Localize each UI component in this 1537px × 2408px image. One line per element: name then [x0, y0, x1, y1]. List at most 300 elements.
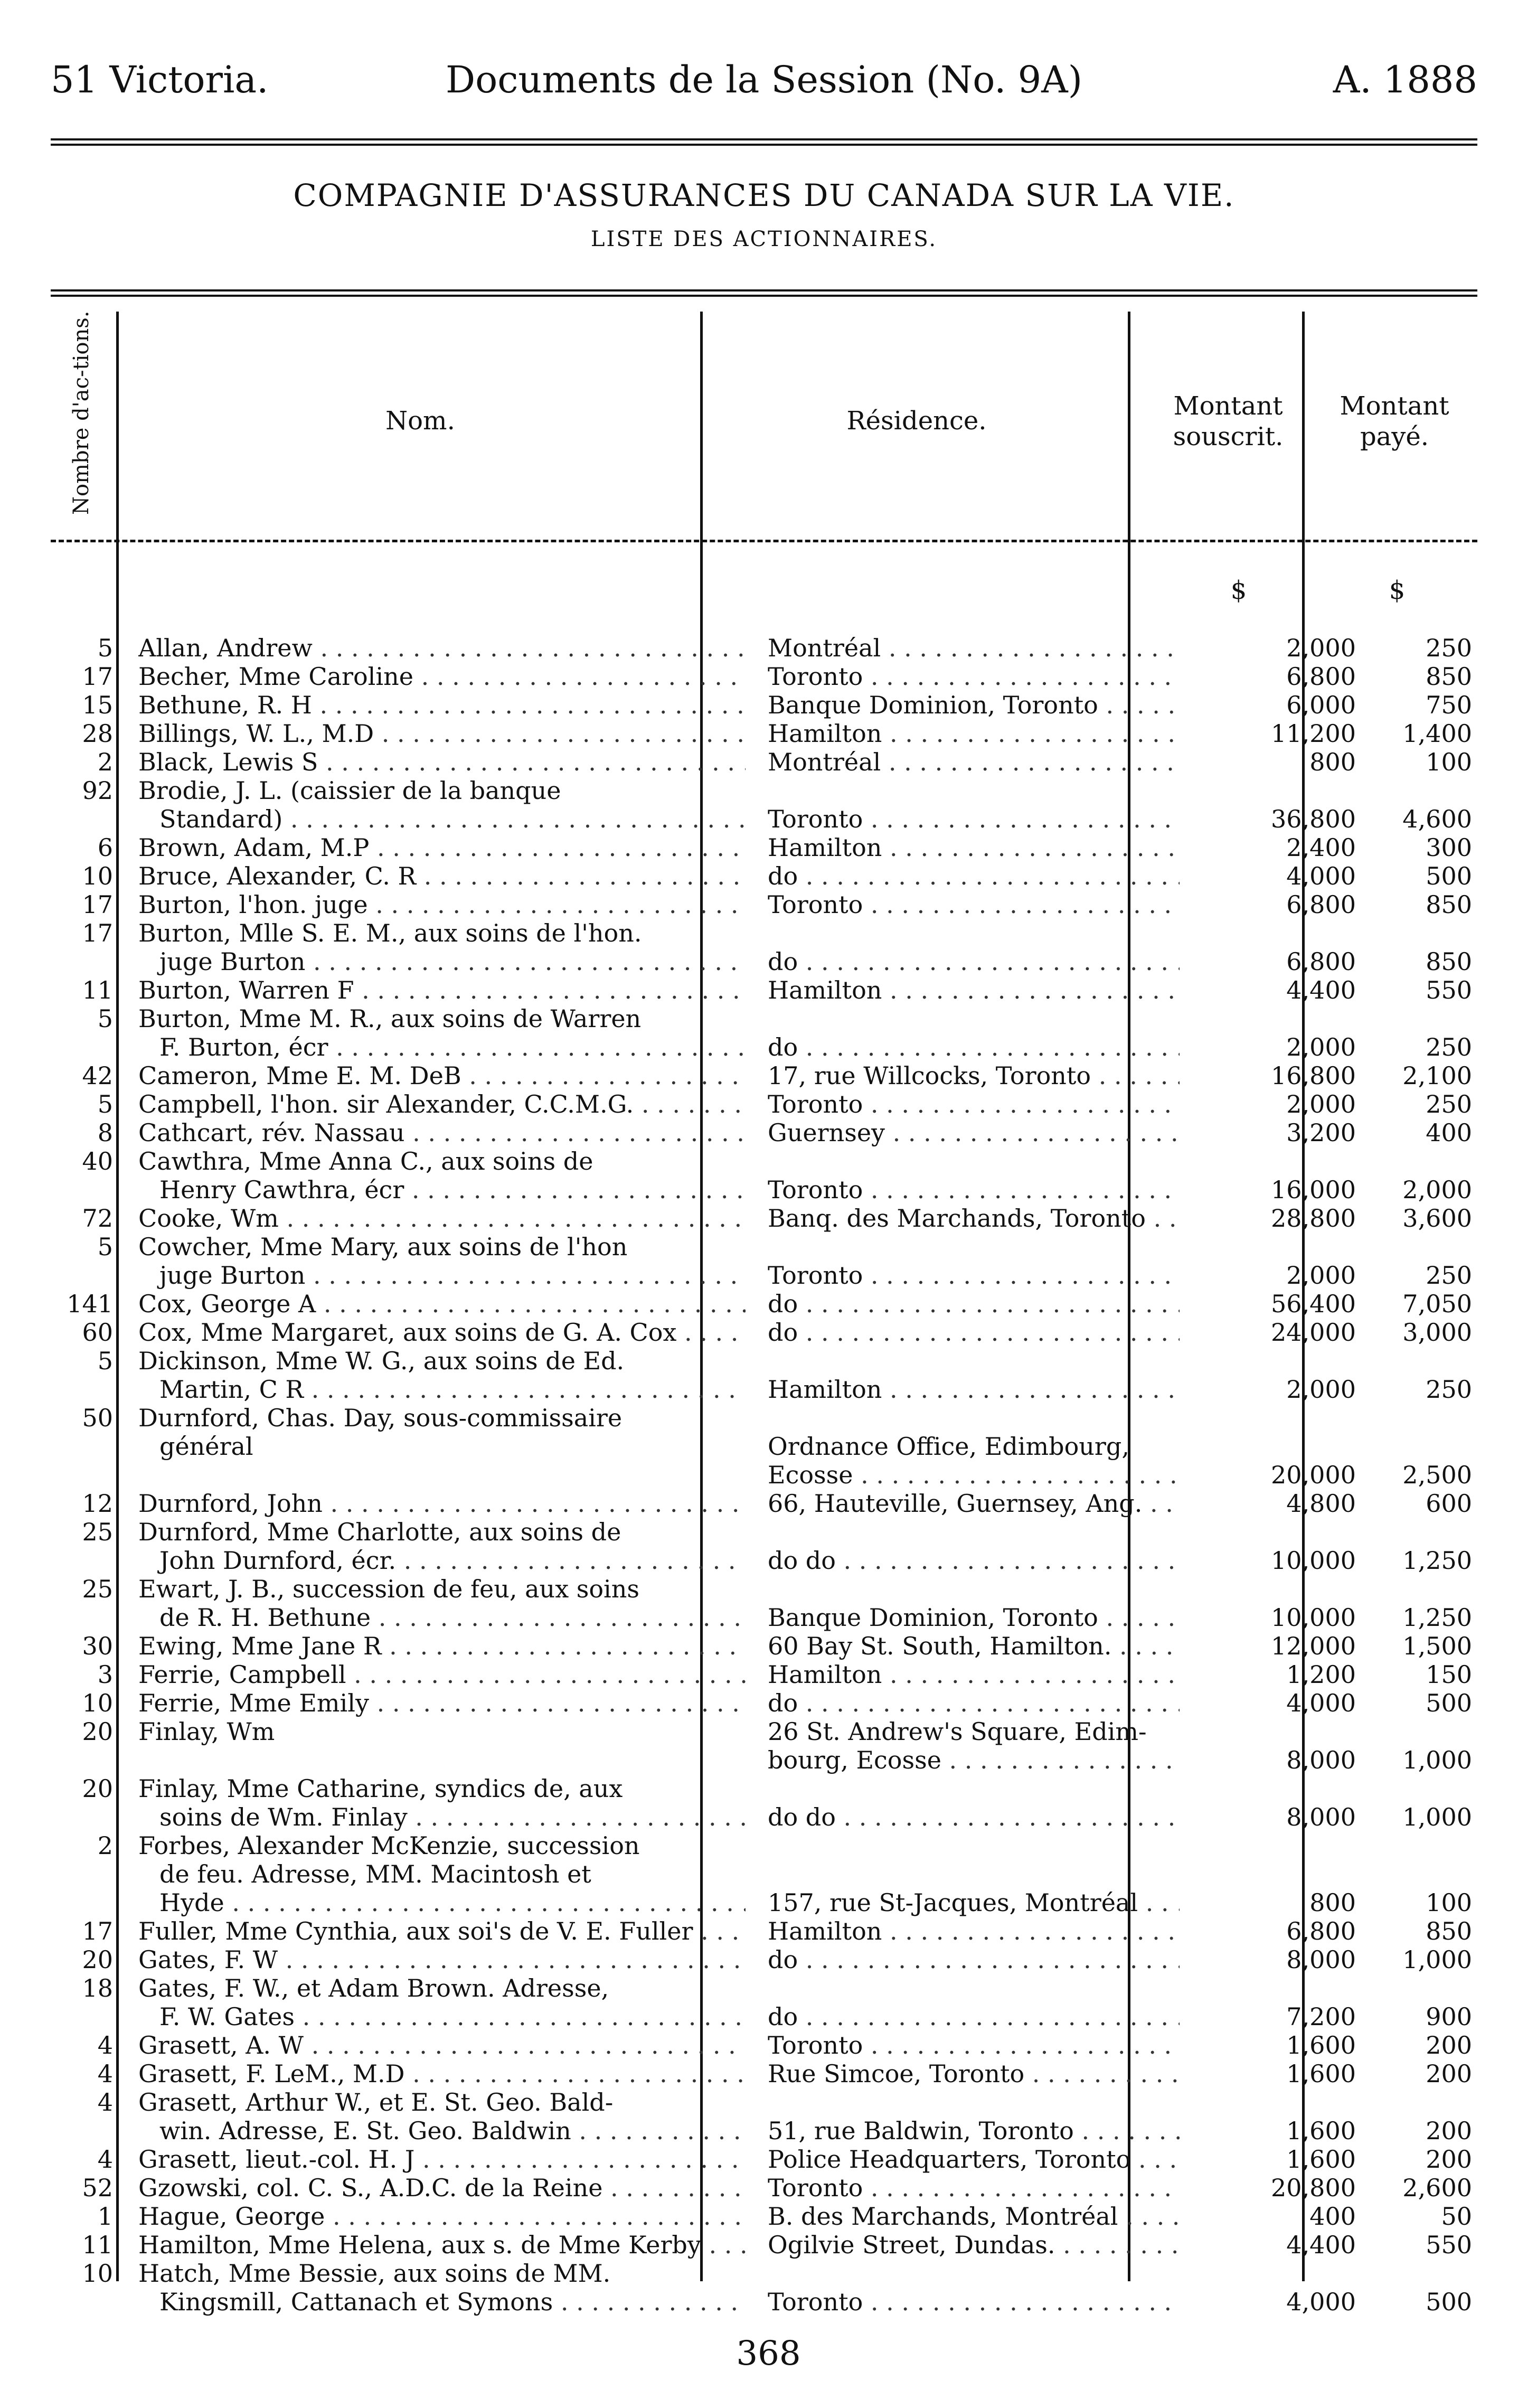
cell-name: [138, 1318, 746, 1347]
table-row: [51, 1774, 1477, 1831]
cell-residence: [768, 1290, 1180, 1318]
cell-name: [138, 748, 746, 776]
cell-name: [138, 1689, 746, 1717]
residence-line: 66, Hauteville, Guernsey, Ang. . . .: [768, 1489, 1180, 1518]
cell-shares: 5: [97, 1004, 113, 1033]
cell-subscribed: 10,000: [1271, 1546, 1356, 1575]
name-line: [138, 1746, 746, 1774]
cell-residence: [768, 1061, 1180, 1090]
cell-residence: [768, 1575, 1180, 1632]
cell-paid: 850: [1426, 947, 1472, 976]
cell-subscribed: 20,800: [1271, 2174, 1356, 2202]
cell-subscribed: 12,000: [1271, 1632, 1356, 1660]
name-line: Becher, Mme Caroline . . .: [138, 662, 746, 691]
table-row: [51, 1917, 1477, 1945]
name-line: John Durnford, écr. . . .: [138, 1546, 746, 1575]
cell-subscribed: 1,600: [1286, 2117, 1356, 2145]
cell-shares: 141: [67, 1290, 113, 1318]
residence-line: Banque Dominion, Toronto . . .: [768, 1603, 1180, 1632]
residence-line: Ordnance Office, Edimbourg,: [768, 1432, 1129, 1461]
name-line: Dickinson, Mme W. G., aux soins de Ed.: [138, 1347, 625, 1375]
cell-paid: 4,600: [1402, 805, 1472, 833]
table-row: [51, 2174, 1477, 2202]
table-row: [51, 691, 1477, 719]
name-line: Durnford, Mme Charlotte, aux soins de: [138, 1518, 621, 1546]
cell-name: [138, 1290, 746, 1318]
cell-subscribed: 2,400: [1286, 833, 1356, 862]
residence-line: 17, rue Willcocks, Toronto . . .: [768, 1061, 1180, 1090]
cell-subscribed: 3,200: [1286, 1118, 1356, 1147]
cell-paid: 850: [1426, 662, 1472, 691]
name-line: Durnford, John . . .: [138, 1489, 746, 1518]
cell-shares: 60: [82, 1318, 113, 1347]
table-row: [51, 1945, 1477, 1974]
cell-residence: [768, 719, 1180, 748]
cell-shares: 25: [82, 1575, 113, 1603]
cell-residence: [768, 2202, 1180, 2231]
table-row: [51, 748, 1477, 776]
residence-line: do do . . .: [768, 1803, 1180, 1831]
cell-paid: 400: [1426, 1118, 1472, 1147]
header-bottom-rule: [51, 540, 1477, 542]
cell-subscribed: 8,000: [1286, 1746, 1356, 1774]
residence-line: 26 St. Andrew's Square, Edim-: [768, 1717, 1147, 1746]
name-line: de feu. Adresse, MM. Macintosh et: [159, 1860, 591, 1888]
cell-name: [138, 833, 746, 862]
cell-name: [138, 2174, 746, 2202]
shareholders-table: [51, 311, 1477, 2316]
name-line: général: [159, 1432, 253, 1461]
cell-subscribed: 6,800: [1286, 947, 1356, 976]
cell-residence: [768, 833, 1180, 862]
cell-shares: 52: [82, 2174, 113, 2202]
cell-shares: 40: [82, 1147, 113, 1175]
cell-paid: 100: [1426, 1888, 1472, 1917]
table-row: [51, 1831, 1477, 1917]
cell-residence: [768, 862, 1180, 890]
cell-paid: 1,250: [1402, 1603, 1472, 1632]
cell-residence: [768, 976, 1180, 1004]
cell-name: [138, 1118, 746, 1147]
cell-subscribed: 4,800: [1286, 1489, 1356, 1518]
cell-shares: 2: [97, 748, 113, 776]
cell-residence: [768, 2088, 1180, 2145]
cell-name: [138, 1917, 746, 1945]
cell-name: [138, 1774, 746, 1831]
name-line: Hague, George . . .: [138, 2202, 746, 2231]
name-line: Kingsmill, Cattanach et Symons . . .: [138, 2288, 746, 2316]
cell-name: [138, 2031, 746, 2059]
residence-line: Toronto . . .: [768, 1261, 1180, 1290]
cell-shares: 4: [97, 2059, 113, 2088]
residence-line: Toronto . . .: [768, 1175, 1180, 1204]
cell-subscribed: 8,000: [1286, 1945, 1356, 1974]
cell-shares: 50: [82, 1404, 113, 1432]
name-line: Grasett, F. LeM., M.D . . .: [138, 2059, 746, 2088]
cell-residence: [768, 2059, 1180, 2088]
residence-line: Police Headquarters, Toronto . . .: [768, 2145, 1180, 2174]
header-souscrit: Montant souscrit.: [1173, 391, 1284, 452]
residence-line: Toronto . . .: [768, 890, 1180, 919]
cell-subscribed: 6,800: [1286, 1917, 1356, 1945]
running-header: [51, 51, 1477, 109]
cell-paid: 2,000: [1402, 1175, 1472, 1204]
residence-line: Hamilton . . .: [768, 1917, 1180, 1945]
cell-residence: [768, 1118, 1180, 1147]
residence-line: Banque Dominion, Toronto . . .: [768, 691, 1180, 719]
title-rule: [51, 289, 1477, 297]
name-line: Standard) . . .: [138, 805, 746, 833]
cell-residence: [768, 1090, 1180, 1118]
residence-line: Hamilton . . .: [768, 1375, 1180, 1404]
residence-line: Guernsey . . .: [768, 1118, 1180, 1147]
table-row: [51, 634, 1477, 662]
cell-paid: 200: [1426, 2059, 1472, 2088]
cell-residence: [768, 1233, 1180, 1290]
residence-line: Ecosse . . .: [768, 1461, 1180, 1489]
cell-residence: [768, 1717, 1180, 1774]
cell-shares: 11: [82, 976, 113, 1004]
cell-shares: 28: [82, 719, 113, 748]
cell-paid: 1,400: [1402, 719, 1472, 748]
name-line: Cox, Mme Margaret, aux soins de G. A. Cox . . .: [138, 1318, 746, 1347]
residence-line: [768, 1974, 1180, 2002]
cell-residence: [768, 2259, 1180, 2316]
cell-residence: [768, 2145, 1180, 2174]
name-line: juge Burton . . .: [138, 947, 746, 976]
cell-subscribed: 4,000: [1286, 1689, 1356, 1717]
residence-line: B. des Marchands, Montréal . . .: [768, 2202, 1180, 2231]
cell-shares: 20: [82, 1774, 113, 1803]
cell-residence: [768, 662, 1180, 691]
cell-residence: [768, 776, 1180, 833]
table-row: [51, 1575, 1477, 1632]
name-line: Cathcart, rév. Nassau . . .: [138, 1118, 746, 1147]
table-row: [51, 1689, 1477, 1717]
residence-line: [768, 1147, 1180, 1175]
residence-line: [768, 1575, 1180, 1603]
residence-line: 60 Bay St. South, Hamilton. . . .: [768, 1632, 1180, 1660]
cell-subscribed: 4,400: [1286, 2231, 1356, 2259]
residence-line: [768, 1004, 1180, 1033]
cell-shares: 5: [97, 1233, 113, 1261]
cell-subscribed: 36,800: [1271, 805, 1356, 833]
name-line: Durnford, Chas. Day, sous-commissaire: [138, 1404, 623, 1432]
header-residence: Résidence.: [846, 406, 987, 436]
cell-shares: 8: [97, 1118, 113, 1147]
cell-paid: 250: [1426, 1090, 1472, 1118]
table-row: [51, 1974, 1477, 2031]
table-row: [51, 662, 1477, 691]
cell-paid: 900: [1426, 2002, 1472, 2031]
cell-paid: 2,500: [1402, 1461, 1472, 1489]
name-line: Cox, George A . . .: [138, 1290, 746, 1318]
cell-residence: [768, 634, 1180, 662]
cell-paid: 3,600: [1402, 1204, 1472, 1233]
name-line: Fuller, Mme Cynthia, aux soi's de V. E. Fuller . . .: [138, 1917, 746, 1945]
cell-shares: 10: [82, 2259, 113, 2288]
cell-residence: [768, 890, 1180, 919]
header-year: A. 1888: [1333, 58, 1477, 101]
residence-line: 51, rue Baldwin, Toronto . . .: [768, 2117, 1180, 2145]
page-subtitle: LISTE DES ACTIONNAIRES.: [590, 227, 938, 251]
name-line: Campbell, l'hon. sir Alexander, C.C.M.G. . . .: [138, 1090, 746, 1118]
cell-shares: 10: [82, 1689, 113, 1717]
cell-residence: [768, 691, 1180, 719]
cell-subscribed: 1,600: [1286, 2145, 1356, 2174]
residence-line: [768, 1831, 1180, 1860]
residence-line: Montréal . . .: [768, 748, 1180, 776]
cell-shares: 3: [97, 1660, 113, 1689]
cell-name: [138, 1347, 746, 1404]
cell-name: [138, 1831, 746, 1917]
header-paye: Montant payé.: [1340, 391, 1449, 452]
name-line: Hyde . . .: [138, 1888, 746, 1917]
name-line: Forbes, Alexander McKenzie, succession: [138, 1831, 640, 1860]
residence-line: Banq. des Marchands, Toronto . . .: [768, 1204, 1180, 1233]
cell-name: [138, 719, 746, 748]
cell-shares: 4: [97, 2145, 113, 2174]
cell-paid: 1,000: [1402, 1945, 1472, 1974]
cell-name: [138, 1518, 746, 1575]
cell-paid: 1,250: [1402, 1546, 1472, 1575]
cell-paid: 200: [1426, 2031, 1472, 2059]
table-row: [51, 776, 1477, 833]
name-line: de R. H. Bethune . . .: [138, 1603, 746, 1632]
residence-line: Toronto . . .: [768, 2174, 1180, 2202]
cell-subscribed: 8,000: [1286, 1803, 1356, 1831]
cell-name: [138, 890, 746, 919]
residence-line: do . . .: [768, 2002, 1180, 2031]
table-row: [51, 890, 1477, 919]
cell-subscribed: 16,000: [1271, 1175, 1356, 1204]
cell-shares: 6: [97, 833, 113, 862]
table-row: [51, 1233, 1477, 1290]
cell-name: [138, 2231, 746, 2259]
table-row: [51, 2259, 1477, 2316]
cell-shares: 4: [97, 2088, 113, 2117]
name-line: Henry Cawthra, écr . . .: [138, 1175, 746, 1204]
cell-name: [138, 1090, 746, 1118]
cell-subscribed: 10,000: [1271, 1603, 1356, 1632]
cell-subscribed: 2,000: [1286, 634, 1356, 662]
cell-shares: 30: [82, 1632, 113, 1660]
name-line: Black, Lewis S . . .: [138, 748, 746, 776]
cell-paid: 550: [1426, 976, 1472, 1004]
residence-line: [768, 1233, 1180, 1261]
cell-residence: [768, 1318, 1180, 1347]
cell-paid: 200: [1426, 2145, 1472, 2174]
cell-shares: 1: [97, 2202, 113, 2231]
cell-subscribed: 4,000: [1286, 2288, 1356, 2316]
cell-shares: 17: [82, 890, 113, 919]
residence-line: [768, 1518, 1180, 1546]
cell-name: [138, 1945, 746, 1974]
table-row: [51, 1717, 1477, 1774]
cell-name: [138, 1147, 746, 1204]
cell-paid: 250: [1426, 1033, 1472, 1061]
cell-subscribed: 400: [1309, 2202, 1356, 2231]
cell-paid: 250: [1426, 1261, 1472, 1290]
cell-shares: 12: [82, 1489, 113, 1518]
cell-subscribed: 4,000: [1286, 862, 1356, 890]
cell-shares: 18: [82, 1974, 113, 2002]
name-line: Grasett, A. W . . .: [138, 2031, 746, 2059]
cell-residence: [768, 919, 1180, 976]
cell-name: [138, 691, 746, 719]
table-row: [51, 1147, 1477, 1204]
name-line: Grasett, Arthur W., et E. St. Geo. Bald-: [138, 2088, 614, 2117]
cell-subscribed: 1,600: [1286, 2059, 1356, 2088]
cell-paid: 550: [1426, 2231, 1472, 2259]
name-line: [138, 1461, 746, 1489]
cell-residence: [768, 1004, 1180, 1061]
cell-paid: 1,000: [1402, 1803, 1472, 1831]
cell-subscribed: 6,800: [1286, 890, 1356, 919]
cell-subscribed: 2,000: [1286, 1033, 1356, 1061]
residence-line: Montréal . . .: [768, 634, 1180, 662]
name-line: Ferrie, Campbell . . .: [138, 1660, 746, 1689]
cell-shares: 17: [82, 919, 113, 947]
cell-name: [138, 1717, 746, 1774]
cell-residence: [768, 1632, 1180, 1660]
table-row: [51, 719, 1477, 748]
cell-paid: 2,100: [1402, 1061, 1472, 1090]
name-line: Finlay, Mme Catharine, syndics de, aux: [138, 1774, 623, 1803]
cell-shares: 20: [82, 1945, 113, 1974]
residence-line: do . . .: [768, 947, 1180, 976]
cell-subscribed: 2,000: [1286, 1261, 1356, 1290]
table-row: [51, 833, 1477, 862]
residence-line: [768, 1404, 1180, 1432]
name-line: Gzowski, col. C. S., A.D.C. de la Reine . . .: [138, 2174, 746, 2202]
cell-name: [138, 1489, 746, 1518]
cell-paid: 1,000: [1402, 1746, 1472, 1774]
table-row: [51, 1090, 1477, 1118]
residence-line: Toronto . . .: [768, 662, 1180, 691]
cell-name: [138, 919, 746, 976]
table-row: [51, 2059, 1477, 2088]
cell-subscribed: 2,000: [1286, 1090, 1356, 1118]
table-row: [51, 1518, 1477, 1575]
header-volume: 51 Victoria.: [51, 58, 269, 101]
residence-line: do . . .: [768, 1033, 1180, 1061]
cell-subscribed: 56,400: [1271, 1290, 1356, 1318]
residence-line: do . . .: [768, 862, 1180, 890]
residence-line: Hamilton . . .: [768, 1660, 1180, 1689]
cell-name: [138, 2202, 746, 2231]
name-line: Hamilton, Mme Helena, aux s. de Mme Kerby . . .: [138, 2231, 746, 2259]
cell-residence: [768, 2031, 1180, 2059]
currency-souscrit: $: [1230, 576, 1247, 605]
cell-residence: [768, 1917, 1180, 1945]
table-row: [51, 976, 1477, 1004]
name-line: Martin, C R . . .: [138, 1375, 746, 1404]
cell-subscribed: 800: [1309, 1888, 1356, 1917]
cell-paid: 500: [1426, 1689, 1472, 1717]
cell-subscribed: 16,800: [1271, 1061, 1356, 1090]
residence-line: [768, 919, 1180, 947]
cell-name: [138, 1004, 746, 1061]
currency-paye: $: [1389, 576, 1406, 605]
cell-name: [138, 662, 746, 691]
cell-shares: 5: [97, 1347, 113, 1375]
cell-shares: 2: [97, 1831, 113, 1860]
cell-shares: 5: [97, 634, 113, 662]
cell-residence: [768, 1689, 1180, 1717]
name-line: Finlay, Wm: [138, 1717, 275, 1746]
table-row: [51, 1290, 1477, 1318]
cell-name: [138, 2145, 746, 2174]
table-row: [51, 2088, 1477, 2145]
table-row: [51, 919, 1477, 976]
cell-paid: 300: [1426, 833, 1472, 862]
cell-paid: 7,050: [1402, 1290, 1472, 1318]
page-number: 368: [736, 2334, 801, 2373]
residence-line: Rue Simcoe, Toronto . . .: [768, 2059, 1180, 2088]
table-row: [51, 1489, 1477, 1518]
cell-name: [138, 1061, 746, 1090]
cell-name: [138, 776, 746, 833]
residence-line: [768, 1347, 1180, 1375]
name-line: Grasett, lieut.-col. H. J . . .: [138, 2145, 746, 2174]
cell-shares: 15: [82, 691, 113, 719]
name-line: Allan, Andrew . . .: [138, 634, 746, 662]
name-line: Cooke, Wm . . .: [138, 1204, 746, 1233]
name-line: Ewing, Mme Jane R . . .: [138, 1632, 746, 1660]
cell-subscribed: 28,800: [1271, 1204, 1356, 1233]
cell-subscribed: 20,000: [1271, 1461, 1356, 1489]
residence-line: Ogilvie Street, Dundas. . . .: [768, 2231, 1180, 2259]
residence-line: Hamilton . . .: [768, 976, 1180, 1004]
cell-shares: 72: [82, 1204, 113, 1233]
cell-subscribed: 6,000: [1286, 691, 1356, 719]
table-row: [51, 2231, 1477, 2259]
name-line: Billings, W. L., M.D . . .: [138, 719, 746, 748]
cell-subscribed: 6,800: [1286, 662, 1356, 691]
table-row: [51, 1632, 1477, 1660]
cell-shares: 5: [97, 1090, 113, 1118]
cell-shares: 20: [82, 1717, 113, 1746]
cell-paid: 2,600: [1402, 2174, 1472, 2202]
residence-line: bourg, Ecosse . . .: [768, 1746, 1180, 1774]
residence-line: do . . .: [768, 1290, 1180, 1318]
cell-residence: [768, 1147, 1180, 1204]
header-nombre: Nombre d'ac-tions.: [69, 311, 93, 515]
page-title: COMPAGNIE D'ASSURANCES DU CANADA SUR LA VIE.: [293, 177, 1235, 213]
cell-paid: 750: [1426, 691, 1472, 719]
table-row: [51, 2145, 1477, 2174]
cell-subscribed: 2,000: [1286, 1375, 1356, 1404]
cell-residence: [768, 748, 1180, 776]
cell-name: [138, 2059, 746, 2088]
cell-shares: 17: [82, 662, 113, 691]
cell-paid: 600: [1426, 1489, 1472, 1518]
table-row: [51, 1204, 1477, 1233]
name-line: Cawthra, Mme Anna C., aux soins de: [138, 1147, 593, 1175]
cell-name: [138, 976, 746, 1004]
residence-line: Toronto . . .: [768, 1090, 1180, 1118]
cell-name: [138, 1233, 746, 1290]
cell-paid: 3,000: [1402, 1318, 1472, 1347]
cell-residence: [768, 1945, 1180, 1974]
residence-line: Toronto . . .: [768, 805, 1180, 833]
table-row: [51, 1318, 1477, 1347]
residence-line: Toronto . . .: [768, 2288, 1180, 2316]
name-line: Burton, Warren F . . .: [138, 976, 746, 1004]
residence-line: do . . .: [768, 1945, 1180, 1974]
cell-subscribed: 800: [1309, 748, 1356, 776]
